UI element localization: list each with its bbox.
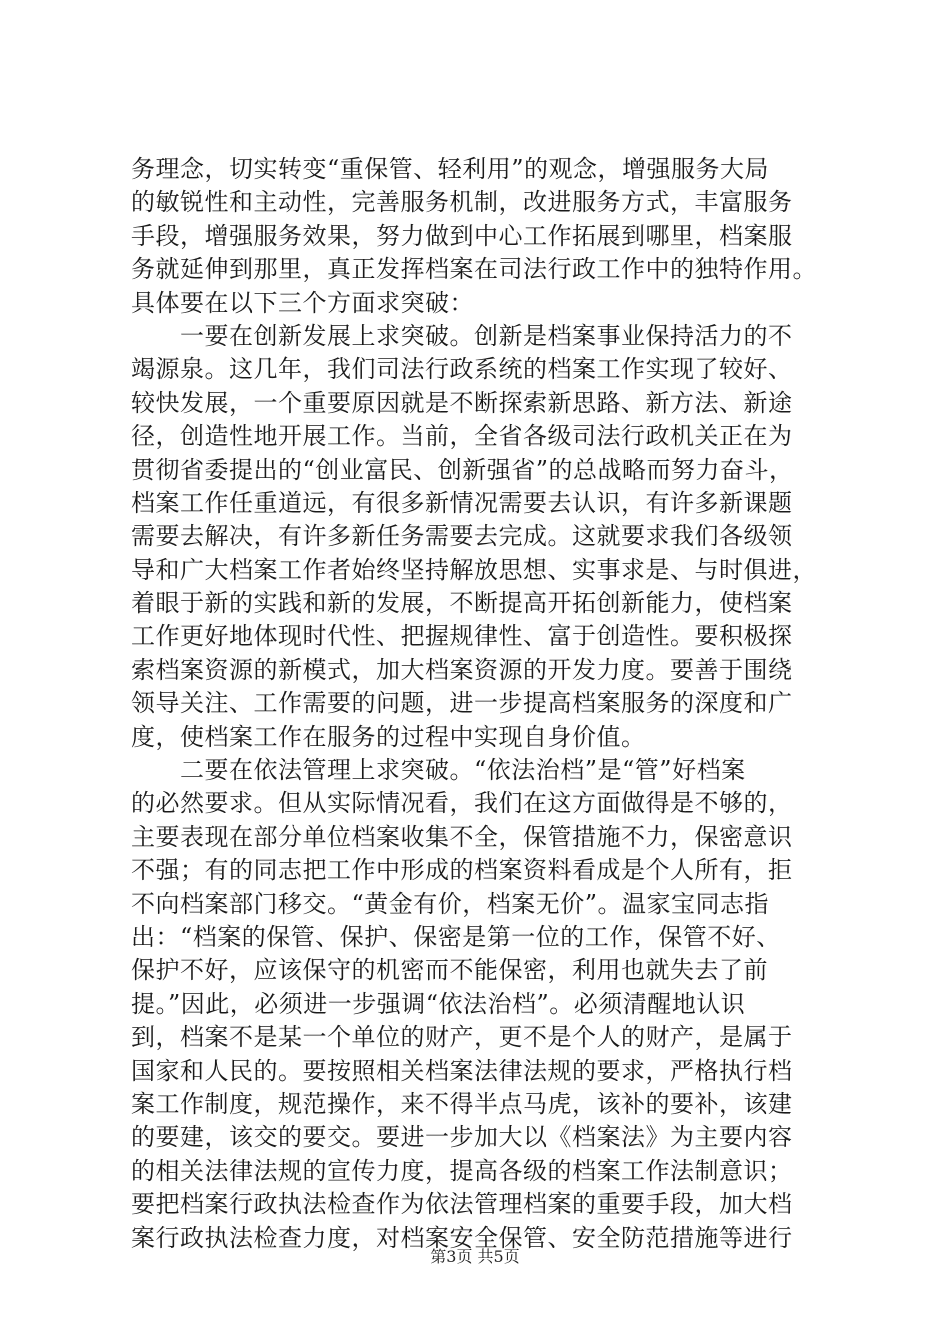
text-line: 出：“档案的保管、保护、保密是第一位的工作，保管不好、 bbox=[131, 922, 781, 951]
text-line: 的要建，该交的要交。要进一步加大以《档案法》为主要内容 bbox=[131, 1123, 793, 1152]
body-text bbox=[131, 153, 831, 1255]
text-line: 具体要在以下三个方面求突破： bbox=[131, 288, 474, 317]
text-line: 要把档案行政执法检查作为依法管理档案的重要手段，加大档 bbox=[131, 1190, 793, 1219]
text-line: 径，创造性地开展工作。当前，全省各级司法行政机关正在为 bbox=[131, 422, 793, 451]
text-line: 贯彻省委提出的“创业富民、创新强省”的总战略而努力奋斗， bbox=[131, 455, 794, 484]
text-line: 导和广大档案工作者始终坚持解放思想、实事求是、与时俱进， bbox=[131, 555, 817, 584]
text-line: 度，使档案工作在服务的过程中实现自身价值。 bbox=[131, 722, 646, 751]
text-line: 务理念，切实转变“重保管、轻利用”的观念，增强服务大局 bbox=[131, 155, 770, 183]
text-line: 二要在依法管理上求突破。“依法治档”是“管”好档案 bbox=[131, 756, 746, 785]
text-line: 的敏锐性和主动性，完善服务机制，改进服务方式，丰富服务 bbox=[131, 188, 793, 217]
page-number-footer: 第3页 共5页 bbox=[430, 1247, 520, 1266]
text-line: 案行政执法检查力度，对档案安全保管、安全防范措施等进行 bbox=[131, 1223, 793, 1252]
text-line: 领导关注、工作需要的问题，进一步提高档案服务的深度和广 bbox=[131, 689, 793, 718]
text-line: 不向档案部门移交。“黄金有价，档案无价”。温家宝同志指 bbox=[131, 889, 770, 918]
text-line: 较快发展，一个重要原因就是不断探索新思路、新方法、新途 bbox=[131, 388, 793, 417]
text-line: 的相关法律法规的宣传力度，提高各级的档案工作法制意识； bbox=[131, 1156, 793, 1185]
text-line: 工作更好地体现时代性、把握规律性、富于创造性。要积极探 bbox=[131, 622, 793, 651]
text-line: 案工作制度，规范操作，来不得半点马虎，该补的要补，该建 bbox=[131, 1089, 793, 1118]
text-line: 保护不好，应该保守的机密而不能保密，利用也就失去了前 bbox=[131, 956, 768, 985]
text-line: 国家和人民的。要按照相关档案法律法规的要求，严格执行档 bbox=[131, 1056, 793, 1085]
text-line: 一要在创新发展上求突破。创新是档案事业保持活力的不 bbox=[131, 321, 793, 350]
text-line: 手段，增强服务效果，努力做到中心工作拓展到哪里，档案服 bbox=[131, 221, 793, 250]
text-line: 的必然要求。但从实际情况看，我们在这方面做得是不够的， bbox=[131, 789, 793, 818]
text-line: 竭源泉。这几年，我们司法行政系统的档案工作实现了较好、 bbox=[131, 355, 793, 384]
text-line: 主要表现在部分单位档案收集不全，保管措施不力，保密意识 bbox=[131, 822, 793, 851]
text-line: 需要去解决，有许多新任务需要去完成。这就要求我们各级领 bbox=[131, 522, 793, 551]
text-line: 着眼于新的实践和新的发展，不断提高开拓创新能力，使档案 bbox=[131, 589, 793, 618]
text-line: 索档案资源的新模式，加大档案资源的开发力度。要善于围绕 bbox=[131, 655, 793, 684]
text-line: 档案工作任重道远，有很多新情况需要去认识，有许多新课题 bbox=[131, 488, 793, 517]
text-line: 务就延伸到那里，真正发挥档案在司法行政工作中的独特作用。 bbox=[131, 255, 817, 284]
text-line: 到，档案不是某一个单位的财产，更不是个人的财产，是属于 bbox=[131, 1023, 793, 1052]
text-line: 提。”因此，必须进一步强调“依法治档”。必须清醒地认识 bbox=[131, 989, 746, 1018]
text-line: 不强；有的同志把工作中形成的档案资料看成是个人所有，拒 bbox=[131, 856, 793, 885]
